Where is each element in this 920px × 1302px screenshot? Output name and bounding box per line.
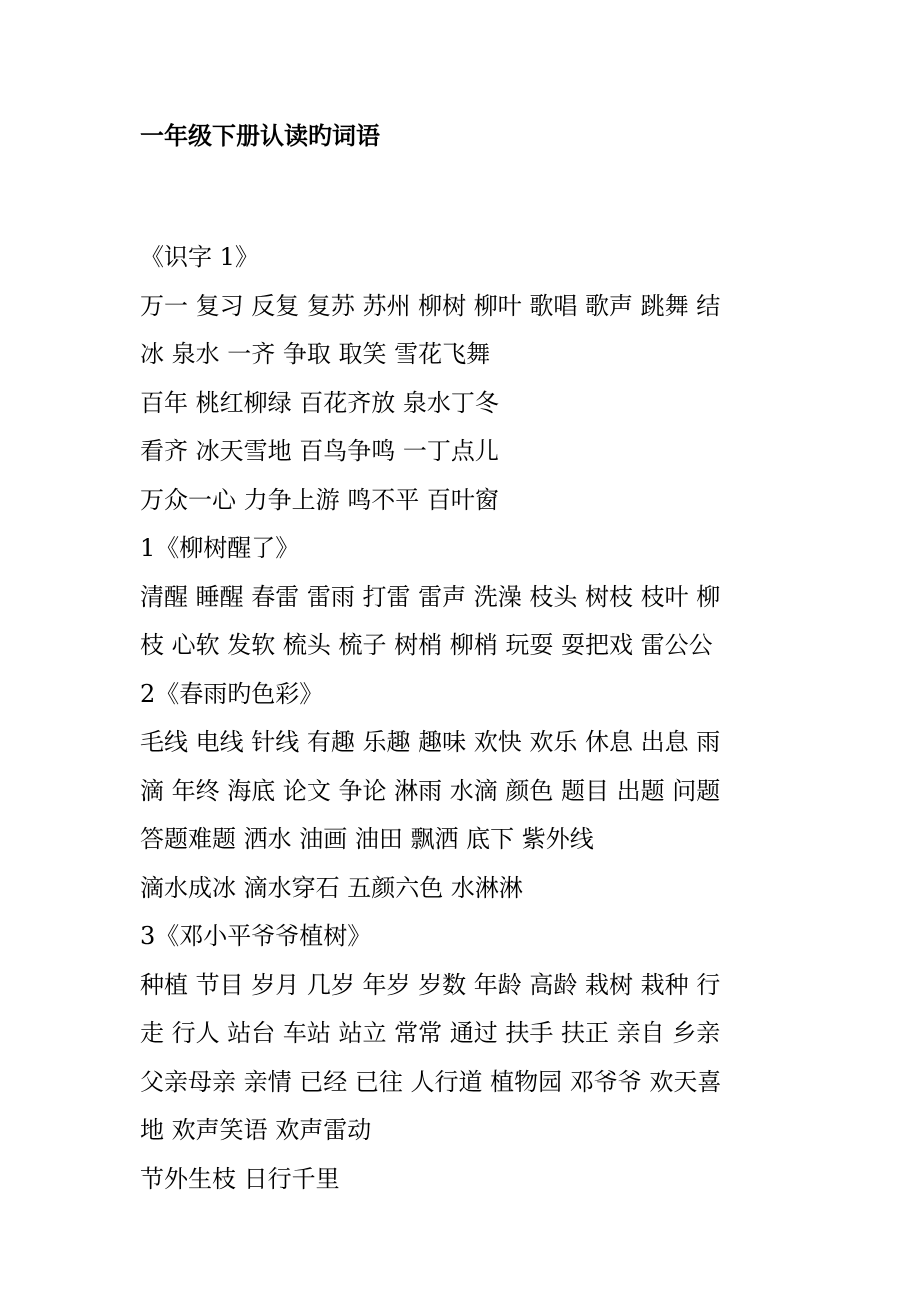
section-heading-lesson-2: 2《春雨旳色彩》 bbox=[140, 679, 324, 708]
text-line: 枝 心软 发软 梳头 梳子 树梢 柳梢 玩耍 耍把戏 雷公公 bbox=[140, 631, 713, 659]
text-line: 清醒 睡醒 春雷 雷雨 打雷 雷声 洗澡 枝头 树枝 枝叶 柳 bbox=[140, 582, 721, 611]
text-line: 万众一心 力争上游 鸣不平 百叶窗 bbox=[140, 485, 499, 514]
text-line: 滴 年终 海底 论文 争论 淋雨 水滴 颜色 题目 出题 问题 bbox=[140, 776, 721, 805]
text-line: 万一 复习 反复 复苏 苏州 柳树 柳叶 歌唱 歌声 跳舞 结 bbox=[140, 291, 721, 320]
text-line: 看齐 冰天雪地 百鸟争鸣 一丁点儿 bbox=[140, 437, 499, 465]
text-line: 父亲母亲 亲情 已经 已往 人行道 植物园 邓爷爷 欢天喜 bbox=[140, 1067, 722, 1096]
vocabulary-list bbox=[140, 233, 790, 1203]
text-line: 毛线 电线 针线 有趣 乐趣 趣味 欢快 欢乐 休息 出息 雨 bbox=[140, 728, 721, 756]
text-line: 走 行人 站台 车站 站立 常常 通过 扶手 扶正 亲自 乡亲 bbox=[140, 1019, 721, 1047]
text-line: 节外生枝 日行千里 bbox=[140, 1164, 340, 1193]
section-heading-shizi-1: 《识字 1》 bbox=[140, 243, 259, 271]
text-line: 滴水成冰 滴水穿石 五颜六色 水淋淋 bbox=[140, 873, 523, 902]
page-title: 一年级下册认读旳词语 bbox=[140, 121, 380, 150]
text-line: 地 欢声笑语 欢声雷动 bbox=[140, 1116, 372, 1144]
text-line: 种植 节目 岁月 几岁 年岁 岁数 年龄 高龄 栽树 栽种 行 bbox=[140, 970, 721, 999]
text-line: 答题难题 洒水 油画 油田 飘洒 底下 紫外线 bbox=[140, 825, 594, 853]
text-line: 冰 泉水 一齐 争取 取笑 雪花飞舞 bbox=[140, 340, 491, 368]
section-heading-lesson-1: 1《柳树醒了》 bbox=[140, 534, 300, 562]
text-line: 百年 桃红柳绿 百花齐放 泉水丁冬 bbox=[140, 388, 499, 417]
section-heading-lesson-3: 3《邓小平爷爷植树》 bbox=[140, 922, 372, 950]
